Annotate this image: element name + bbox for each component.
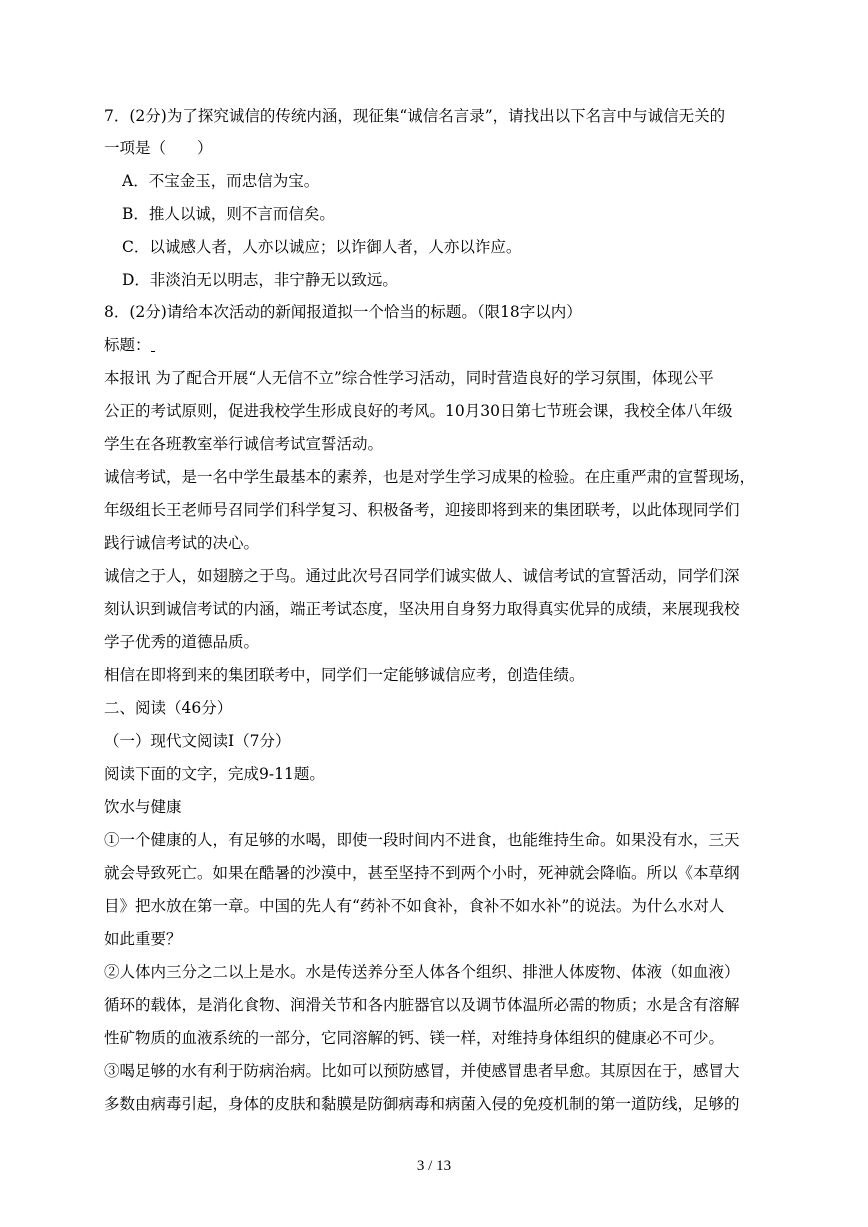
q8-title-row <box>104 335 784 355</box>
news-line: 学子优秀的道德品质。 <box>104 633 260 651</box>
q8-stem: 8．(2分)请给本次活动的新闻报道拟一个恰当的标题。（限18字以内） <box>104 303 582 321</box>
news-line: 学生在各班教室举行诚信考试宣誓活动。 <box>104 435 384 453</box>
news-line: 本报讯 为了配合开展“人无信不立”综合性学习活动，同时营造良好的学习氛围，体现公平 <box>104 369 714 387</box>
article-line: ②人体内三分之二以上是水。水是传送养分至人体各个组织、排泄人体废物、体液（如血液） <box>104 963 740 981</box>
news-line: 公正的考试原则，促进我校学生形成良好的考风。10月30日第七节班会课，我校全体八年级 <box>104 402 733 420</box>
reading-instruction: 阅读下面的文字，完成9-11题。 <box>104 765 325 783</box>
q7-stem-line2: 一项是（ ） <box>104 139 213 157</box>
news-line: 诚信考试，是一名中学生最基本的素养，也是对学生学习成果的检验。在庄重严肃的宣誓现场， <box>104 468 756 486</box>
article-line: 性矿物质的血液系统的一部分，它同溶解的钙、镁一样，对维持身体组织的健康必不可少。 <box>104 1029 725 1047</box>
article-line: 循环的载体，是消化食物、润滑关节和各内脏器官以及调节体温所必需的物质；水是含有溶解 <box>104 996 740 1014</box>
news-line: 践行诚信考试的决心。 <box>104 534 260 552</box>
sub-section-heading: （一）现代文阅读Ⅰ（7分） <box>104 732 291 750</box>
news-line: 诚信之于人，如翅膀之于鸟。通过此次号召同学们诚实做人、诚信考试的宣誓活动，同学们深 <box>104 567 740 585</box>
article-line: ③喝足够的水有利于防病治病。比如可以预防感冒，并使感冒患者早愈。其原因在于，感冒大 <box>104 1062 740 1080</box>
article-line: 就会导致死亡。如果在酷暑的沙漠中，甚至坚持不到两个小时，死神就会降临。所以《本草纲 <box>104 864 740 882</box>
q8-title-blank <box>151 337 155 352</box>
article-line: 目》把水放在第一章。中国的先人有“药补不如食补，食补不如水补”的说法。为什么水对人 <box>104 897 725 915</box>
section-heading: 二、阅读（46分） <box>104 699 233 717</box>
q7-option-a: A．不宝金玉，而忠信为宝。 <box>122 172 320 190</box>
article-line: 如此重要？ <box>104 930 182 948</box>
news-line: 年级组长王老师号召同学们科学复习、积极备考，迎接即将到来的集团联考，以此体现同学们 <box>104 501 740 519</box>
page-number: 3 / 13 <box>416 1158 452 1174</box>
q7-option-d: D．非淡泊无以明志，非宁静无以致远。 <box>122 271 398 289</box>
article-line: ①一个健康的人，有足够的水喝，即使一段时间内不进食，也能维持生命。如果没有水，三天 <box>104 831 740 849</box>
article-title: 饮水与健康 <box>104 798 182 816</box>
news-line: 相信在即将到来的集团联考中，同学们一定能够诚信应考，创造佳绩。 <box>104 666 585 684</box>
q7-option-b: B．推人以诚，则不言而信矣。 <box>122 205 335 223</box>
q7-stem-line1: 7．(2分)为了探究诚信的传统内涵，现征集“诚信名言录”，请找出以下名言中与诚信无关的 <box>104 107 726 125</box>
news-line: 刻认识到诚信考试的内涵，端正考试态度，坚决用自身努力取得真实优异的成绩，来展现我校 <box>104 600 740 618</box>
article-line: 多数由病毒引起，身体的皮肤和黏膜是防御病毒和病菌入侵的免疫机制的第一道防线，足够的 <box>104 1095 740 1113</box>
q7-option-c: C．以诚感人者，人亦以诚应；以诈御人者，人亦以诈应。 <box>122 238 522 256</box>
q8-title-label: 标题： <box>104 336 151 354</box>
